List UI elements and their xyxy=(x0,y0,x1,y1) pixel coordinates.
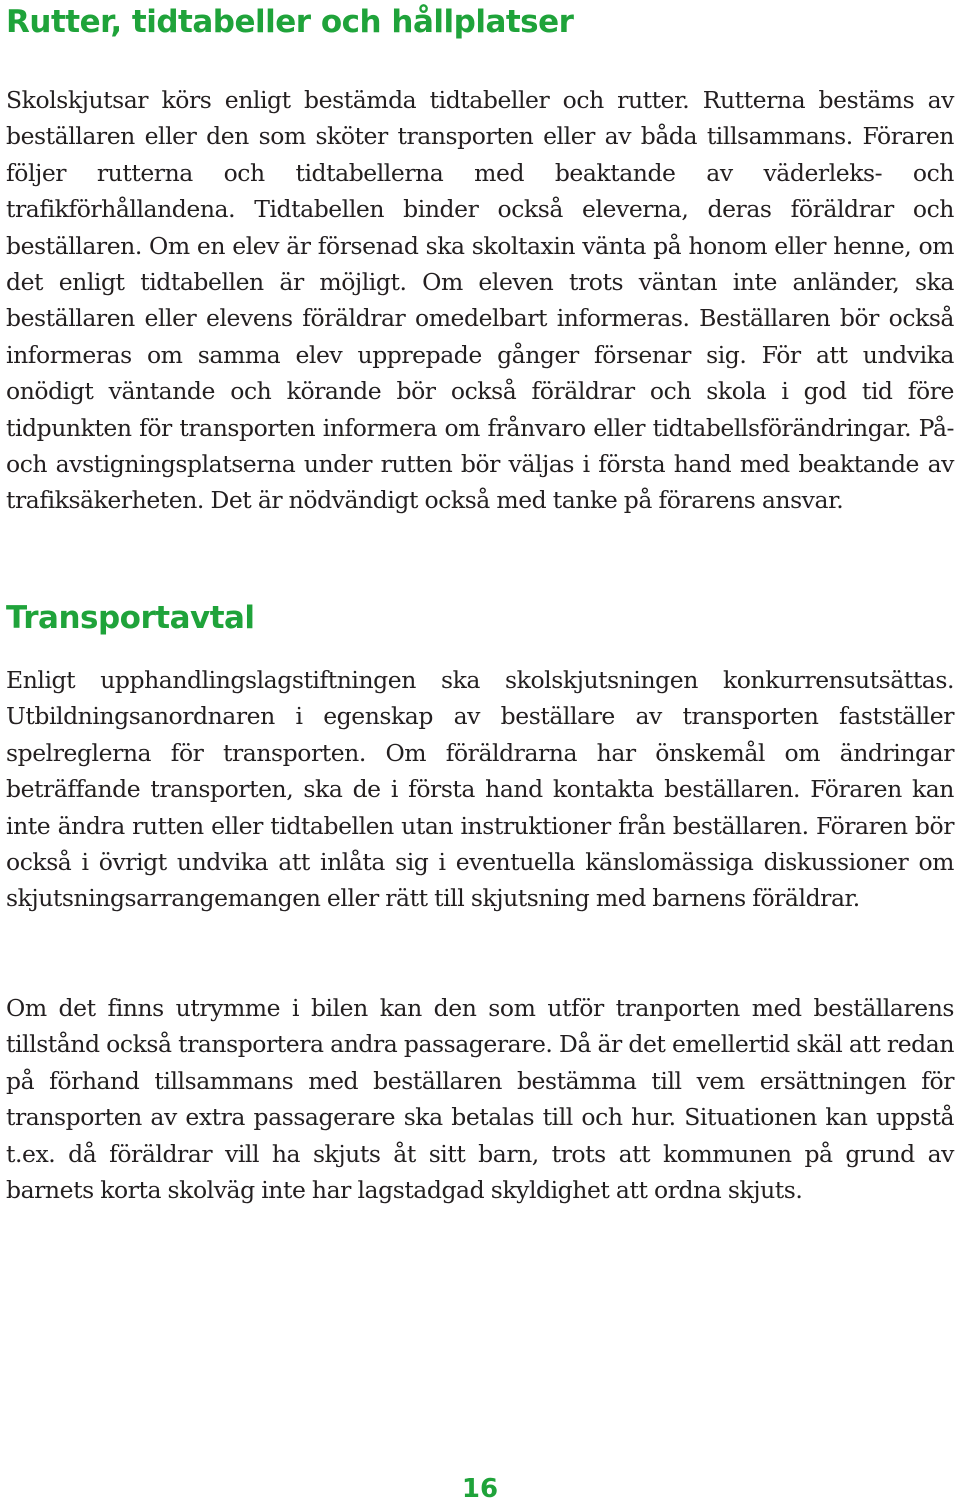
paragraph-routes: Skolskjutsar körs enligt bestämda tidtabeller och rutter. Rutterna bestäms av beställaren eller den som sköter transporten eller av båda tillsammans. Föraren följer rutterna och tidtabellerna med beaktande av väderleks- och trafikförhållandena. Tidtabellen binder också eleverna, deras föräldrar och beställaren. Om en elev är försenad ska skoltaxin vänta på honom eller henne, om det enligt tidtabellen är möjligt. Om eleven trots väntan inte anländer, ska beställaren eller elevens föräldrar omedelbart informeras. Beställaren bör också informeras om samma elev upprepade gånger försenar sig. För att undvika onödigt väntande och körande bör också föräldrar och skola i god tid före tidpunkten för transporten informera om frånvaro eller tidtabellsförändringar. På- och avstigningsplatserna under rutten bör väljas i första hand med beaktande av trafiksäkerheten. Det är nödvändigt också med tanke på förarens ansvar. xyxy=(6,86,954,515)
page-number: 16 xyxy=(461,1474,499,1504)
paragraph-contract-1: Enligt upphandlingslagstiftningen ska skolskjutsningen konkurrensutsättas. Utbildningsanordnaren i egenskap av beställare av transporten fastställer spelreglerna för transporten. Om föräldrarna har önskemål om ändringar beträffande transporten, ska de i första hand kontakta beställaren. Föraren kan inte ändra rutten eller tidtabellen utan instruktioner från beställaren. Föraren bör också i övrigt undvika att inlåta sig i eventuella känslomässiga diskussioner om skjutsningsarrangemangen eller rätt till skjutsning med barnens föräldrar. xyxy=(6,666,954,913)
section-heading-routes: Rutter, tidtabeller och hållplatser xyxy=(6,4,574,40)
section-heading-contract: Transportavtal xyxy=(6,600,255,636)
paragraph-contract-2: Om det finns utrymme i bilen kan den som utför tranporten med beställarens tillstånd också transportera andra passagerare. Då är det emellertid skäl att redan på förhand tillsammans med beställaren bestämma till vem ersättningen för transporten av extra passagerare ska betalas till och hur. Situationen kan uppstå t.ex. då föräldrar vill ha skjuts åt sitt barn, trots att kommunen på grund av barnets korta skolväg inte har lagstadgad skyldighet att ordna skjuts. xyxy=(6,994,954,1205)
